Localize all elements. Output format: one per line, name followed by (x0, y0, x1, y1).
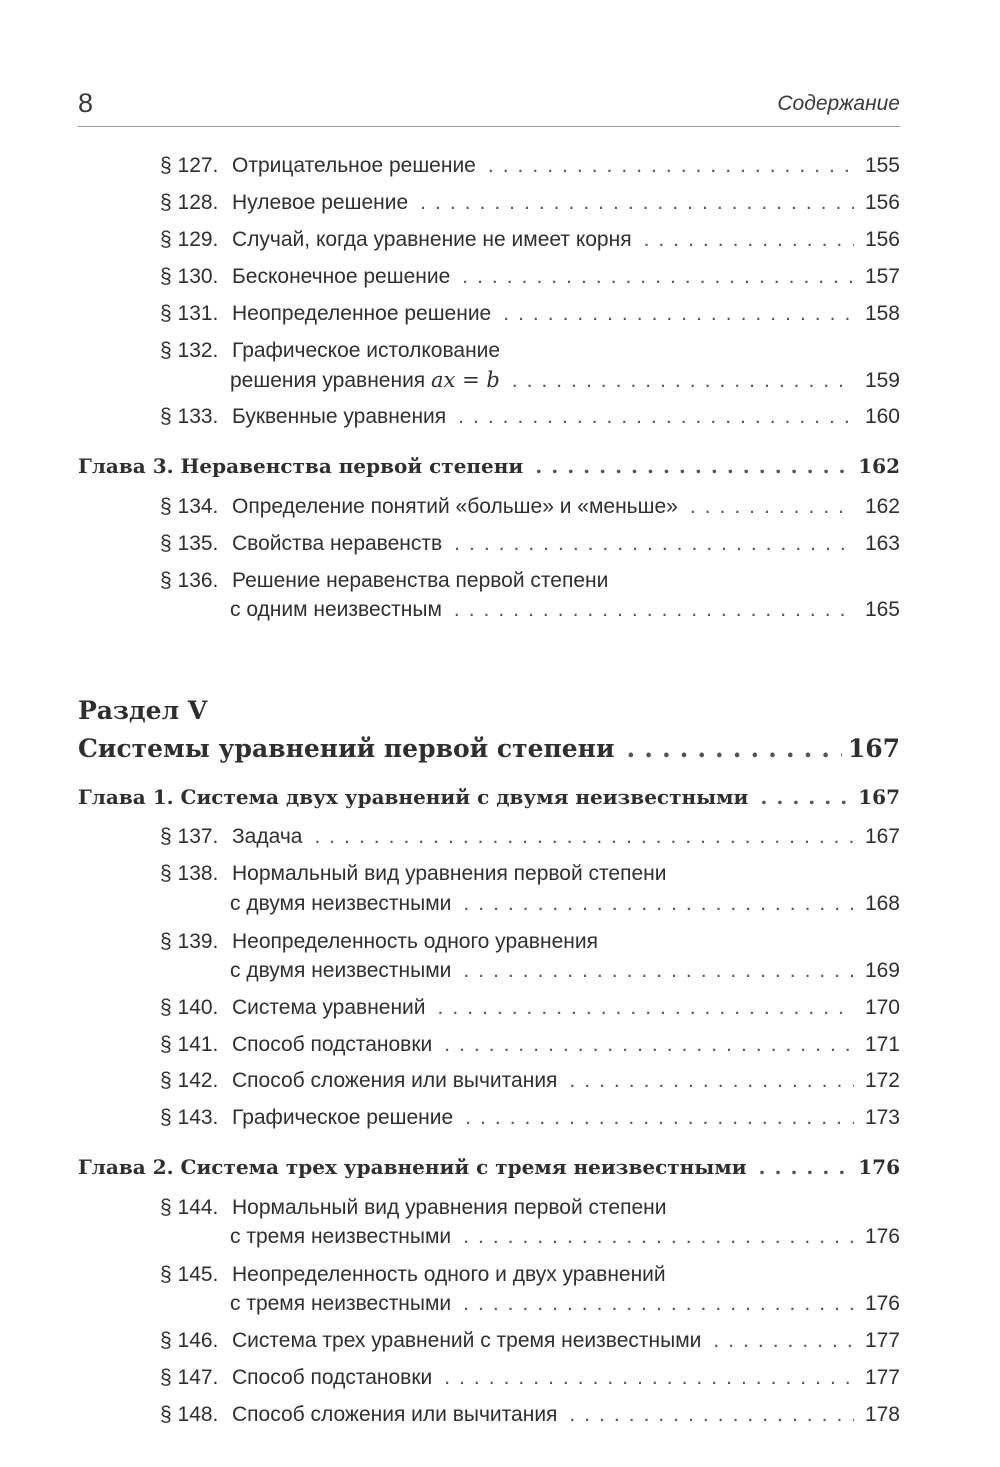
entry-page: 163 (864, 532, 900, 555)
dot-leader (759, 1153, 853, 1181)
entry-page: 158 (864, 302, 900, 325)
toc-entry-line2 (230, 366, 900, 395)
section-title: Системы уравнений первой степени (78, 734, 615, 763)
section-number: § 141. (160, 1033, 219, 1056)
toc-entry (160, 152, 900, 180)
toc-entry (160, 823, 900, 851)
section-page: 167 (847, 734, 900, 763)
dot-leader (627, 732, 842, 766)
running-head: Содержание (777, 92, 900, 115)
page-header (78, 88, 900, 127)
entry-page: 157 (864, 265, 900, 288)
entry-title: Система трех уравнений с тремя неизвестными (232, 1329, 702, 1352)
entry-title-continued: с тремя неизвестными (230, 1292, 452, 1315)
dot-leader (314, 823, 854, 851)
section-number: § 131. (160, 302, 219, 325)
toc-entry-line1 (160, 337, 500, 365)
entry-page: 173 (864, 1106, 900, 1129)
toc-entry (160, 300, 900, 328)
entry-title: Способ сложения или вычитания (232, 1403, 558, 1426)
entry-title: Нормальный вид уравнения первой степени (232, 862, 667, 885)
entry-title: Решение неравенства первой степени (232, 569, 609, 592)
toc-entry (160, 493, 900, 521)
dot-leader (503, 300, 854, 328)
entry-title: Задача (232, 825, 303, 848)
entry-title: Способ сложения или вычитания (232, 1069, 558, 1092)
entry-page: 156 (864, 228, 900, 251)
toc-entry-line1 (160, 860, 667, 888)
dot-leader (463, 890, 854, 918)
toc-entry-line2 (230, 1223, 900, 1251)
section-number: § 128. (160, 191, 219, 214)
toc-entry (160, 1364, 900, 1392)
chapter-title: Глава 3. Неравенства первой степени (78, 454, 524, 478)
entry-title: Нулевое решение (232, 191, 409, 214)
section-number: § 132. (160, 339, 219, 362)
toc-entry (160, 226, 900, 254)
toc-entry-line2 (230, 596, 900, 624)
dot-leader (444, 1031, 854, 1059)
entry-page: 171 (864, 1033, 900, 1056)
section-number: § 129. (160, 228, 219, 251)
dot-leader (713, 1327, 854, 1355)
toc-entry-line1 (160, 567, 608, 595)
dot-leader (760, 783, 852, 811)
section-number: § 130. (160, 265, 219, 288)
dot-leader (512, 367, 854, 395)
section-label: Раздел V (78, 696, 208, 725)
section-number: § 143. (160, 1106, 219, 1129)
dot-leader (438, 994, 854, 1022)
entry-title: Неопределенное решение (232, 302, 492, 325)
section-number: § 137. (160, 825, 219, 848)
entry-title: Система уравнений (232, 996, 426, 1019)
entry-page: 169 (864, 959, 900, 982)
formula: ax = b (431, 368, 500, 392)
entry-page: 177 (864, 1366, 900, 1389)
entry-title-continued: с одним неизвестным (230, 598, 442, 621)
toc-entry (160, 403, 900, 431)
toc-entry (160, 1067, 900, 1095)
entry-title: Способ подстановки (232, 1033, 433, 1056)
chapter-heading (78, 1153, 900, 1181)
dot-leader (535, 452, 852, 480)
toc-entry (160, 189, 900, 217)
entry-page: 176 (864, 1225, 900, 1248)
dot-leader (420, 189, 854, 217)
entry-title-continued: решения уравнения ax = b (230, 368, 500, 392)
dot-leader (465, 1104, 854, 1132)
section-number: § 136. (160, 569, 219, 592)
toc-entry-line1 (160, 928, 598, 956)
entry-page: 178 (864, 1403, 900, 1426)
toc-entry (160, 1031, 900, 1059)
entry-title: Неопределенность одного и двух уравнений (232, 1263, 666, 1286)
chapter-heading (78, 783, 900, 811)
entry-page: 162 (864, 495, 900, 518)
dot-leader (458, 403, 854, 431)
toc-entry-line2 (230, 957, 900, 985)
dot-leader (569, 1401, 854, 1429)
section-number: § 145. (160, 1263, 219, 1286)
chapter-title: Глава 2. Система трех уравнений с тремя неизвестными (78, 1155, 747, 1179)
dot-leader (690, 493, 854, 521)
chapter-page: 162 (858, 454, 900, 478)
entry-title: Неопределенность одного уравнения (232, 930, 598, 953)
toc-entry-line2 (230, 1290, 900, 1318)
dot-leader (644, 226, 854, 254)
dot-leader (463, 1223, 854, 1251)
entry-title: Нормальный вид уравнения первой степени (232, 1196, 667, 1219)
entry-page: 168 (864, 892, 900, 915)
section-number: § 133. (160, 405, 219, 428)
section-number: § 134. (160, 495, 219, 518)
section-number: § 144. (160, 1196, 219, 1219)
toc-entry (160, 1401, 900, 1429)
dot-leader (454, 596, 854, 624)
dot-leader (454, 530, 854, 558)
entry-title: Случай, когда уравнение не имеет корня (232, 228, 632, 251)
toc-entry-line1 (160, 1261, 666, 1289)
entry-page: 165 (864, 598, 900, 621)
dot-leader (462, 263, 854, 291)
entry-page: 156 (864, 191, 900, 214)
entry-page: 177 (864, 1329, 900, 1352)
section-number: § 138. (160, 862, 219, 885)
entry-title: Отрицательное решение (232, 154, 476, 177)
toc-entry (160, 530, 900, 558)
chapter-page: 176 (858, 1155, 900, 1179)
toc-entry (160, 994, 900, 1022)
entry-title: Способ подстановки (232, 1366, 433, 1389)
section-number: § 135. (160, 532, 219, 555)
toc-entry-line1 (160, 1194, 667, 1222)
entry-title: Графическое истолкование (232, 339, 501, 362)
dot-leader (463, 957, 854, 985)
section-number: § 127. (160, 154, 219, 177)
section-heading (78, 732, 900, 766)
dot-leader (569, 1067, 854, 1095)
entry-title-continued: с тремя неизвестными (230, 1225, 452, 1248)
section-number: § 148. (160, 1403, 219, 1426)
page-number: 8 (78, 88, 94, 118)
entry-title: Определение понятий «больше» и «меньше» (232, 495, 678, 518)
entry-page: 167 (864, 825, 900, 848)
dot-leader (463, 1290, 854, 1318)
entry-page: 176 (864, 1292, 900, 1315)
section-number: § 142. (160, 1069, 219, 1092)
section-number: § 139. (160, 930, 219, 953)
entry-title: Свойства неравенств (232, 532, 443, 555)
entry-title-continued: с двумя неизвестными (230, 959, 452, 982)
entry-title: Графическое решение (232, 1106, 454, 1129)
chapter-title: Глава 1. Система двух уравнений с двумя неизвестными (78, 785, 749, 809)
entry-title: Буквенные уравнения (232, 405, 447, 428)
entry-page: 160 (864, 405, 900, 428)
chapter-heading (78, 452, 900, 480)
entry-page: 159 (864, 369, 900, 392)
entry-title: Бесконечное решение (232, 265, 451, 288)
dot-leader (488, 152, 854, 180)
toc-entry-line2 (230, 890, 900, 918)
section-number: § 140. (160, 996, 219, 1019)
entry-page: 155 (864, 154, 900, 177)
dot-leader (444, 1364, 854, 1392)
entry-page: 170 (864, 996, 900, 1019)
entry-page: 172 (864, 1069, 900, 1092)
toc-entry (160, 1327, 900, 1355)
toc-entry (160, 1104, 900, 1132)
section-number: § 146. (160, 1329, 219, 1352)
toc-entry (160, 263, 900, 291)
section-number: § 147. (160, 1366, 219, 1389)
chapter-page: 167 (858, 785, 900, 809)
entry-title-continued: с двумя неизвестными (230, 892, 452, 915)
